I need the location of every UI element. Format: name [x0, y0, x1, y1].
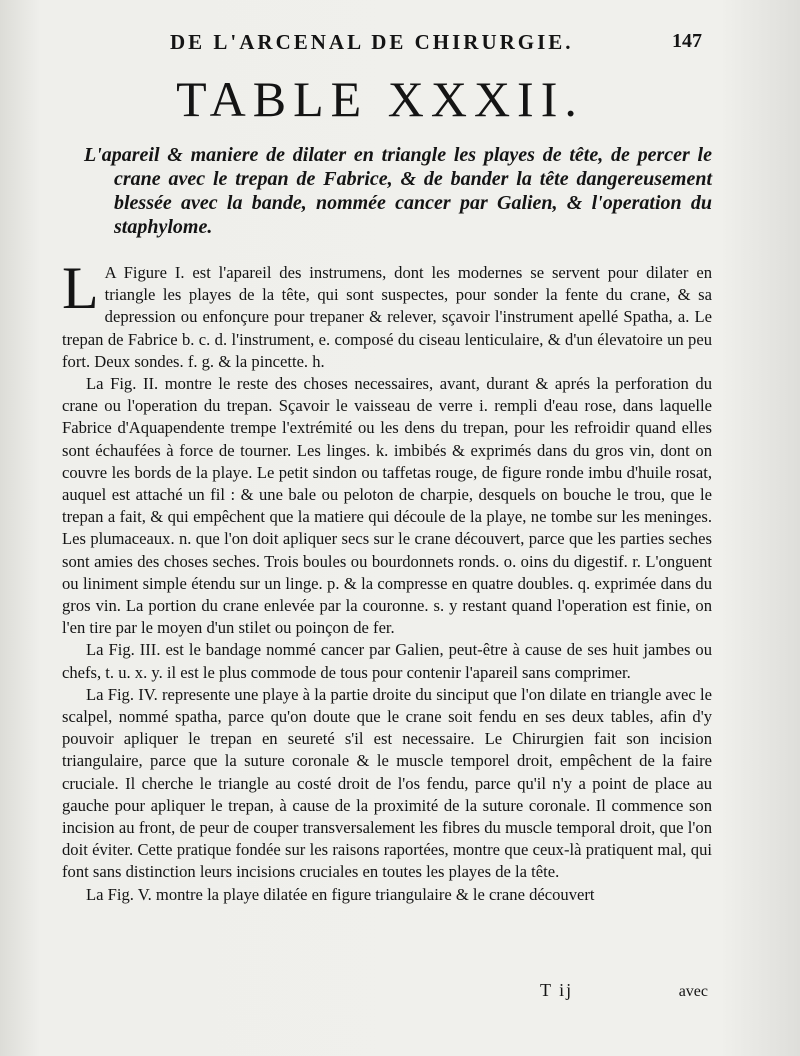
paragraph-fig-1 [62, 255, 712, 373]
paragraph-fig-5: La Fig. V. montre la playe dilatée en figure triangulaire & le crane découvert [86, 884, 595, 904]
signature-mark: T ij [540, 980, 574, 1000]
paragraph-fig-2: La Fig. II. montre le reste des choses necessaires, avant, durant & aprés la perforation du crane ou l'operation du trepan. Sçavoir le vaisseau de verre i. rempli d'eau rose, dans laquelle Fabrice d'Aquapendente trempe l'extrémité ou les dens du trepan, pour les refroidir quand elles sont échaufées à force de tourner. Les linges. k. imbibés & exprimés dans du gros vin, dont on couvre les bords de la playe. Le petit sindon ou taffetas rouge, de figure ronde imbu d'huile rosat, auquel est attaché un fil : & une bale ou peloton de charpie, desquels on bouche le trou, que le trepan a fait, & qui empêchent que la matiere qui découle de la playe, ne tombe sur les meninges. Les plumaceaux. n. que l'on doit apliquer secs sur le crane découvert, parce que les parties seches sont amies des choses seches. Trois boules ou bourdonnets ronds. o. oins du digestif. r. L'onguent ou liniment simple étendu sur un linge. p. & la compresse en quatre doubles. q. exprimée dans du gros vin. La portion du crane enlevée par la couronne. s. y restant quand l'operation est finie, on l'en tire par le moyen d'un stilet ou poinçon de fer. [62, 374, 712, 638]
table-title: TABLE XXXII. [176, 71, 584, 127]
body-text [62, 255, 712, 906]
catchword: avec [678, 983, 708, 1000]
drop-cap: L [62, 255, 99, 321]
table-subtitle: L'apareil & maniere de dilater en triangle les playes de tête, de percer le crane avec le trepan de Fabrice, & de bander la tête dangereusement blessée avec la bande, nommée cancer par Galien, & l'operation du staphylome. [84, 144, 712, 238]
running-head: DE L'ARCENAL DE CHIRURGIE. [170, 30, 574, 54]
paragraph-fig-4: La Fig. IV. represente une playe à la partie droite du sinciput que l'on dilate en triangle avec le scalpel, nommé spatha, parce qu'on doute que le crane soit fendu en ses deux tables, afin d'y pouvoir apliquer le trepan en seureté s'il est necessaire. Le Chirurgien fait son incision triangulaire, parce que la suture coronale & le muscle temporel droit, empêchent de la faire cruciale. Il cherche le triangle au costé droit de l'os fendu, parce qu'il n'y a point de place au gauche pour apliquer le trepan, à cause de la proximité de la suture coronale. Il commence son incision au front, de peur de couper transversalement les fibres du muscle temporal droit, que l'on doit éviter. Cette pratique fondée sur les raisons raportées, montre que ceux-là pratiquent mal, qui font sans distinction leurs incisions cruciales en toutes les playes de la tête. [62, 684, 712, 882]
page-number: 147 [672, 30, 702, 52]
paragraph-fig-3: La Fig. III. est le bandage nommé cancer par Galien, peut-être à cause de ses huit jambes ou chefs, t. u. x. y. il est le plus commode de tous pour contenir l'apareil sans comprimer. [62, 640, 712, 682]
paragraph-text: A Figure I. est l'apareil des instrumens, dont les modernes se servent pour dilater en triangle les playes de la tête, qui sont suspectes, pour sonder la fente du crane, & sa depression ou enfonçure pour trepaner & relever, sçavoir l'instrument apellé Spatha, a. Le trepan de Fabrice b. c. d. l'instrument, e. composé du ciseau lenticulaire, & d'un élevatoire un peu fort. Deux sondes. f. g. & la pincette. h. [62, 263, 712, 371]
